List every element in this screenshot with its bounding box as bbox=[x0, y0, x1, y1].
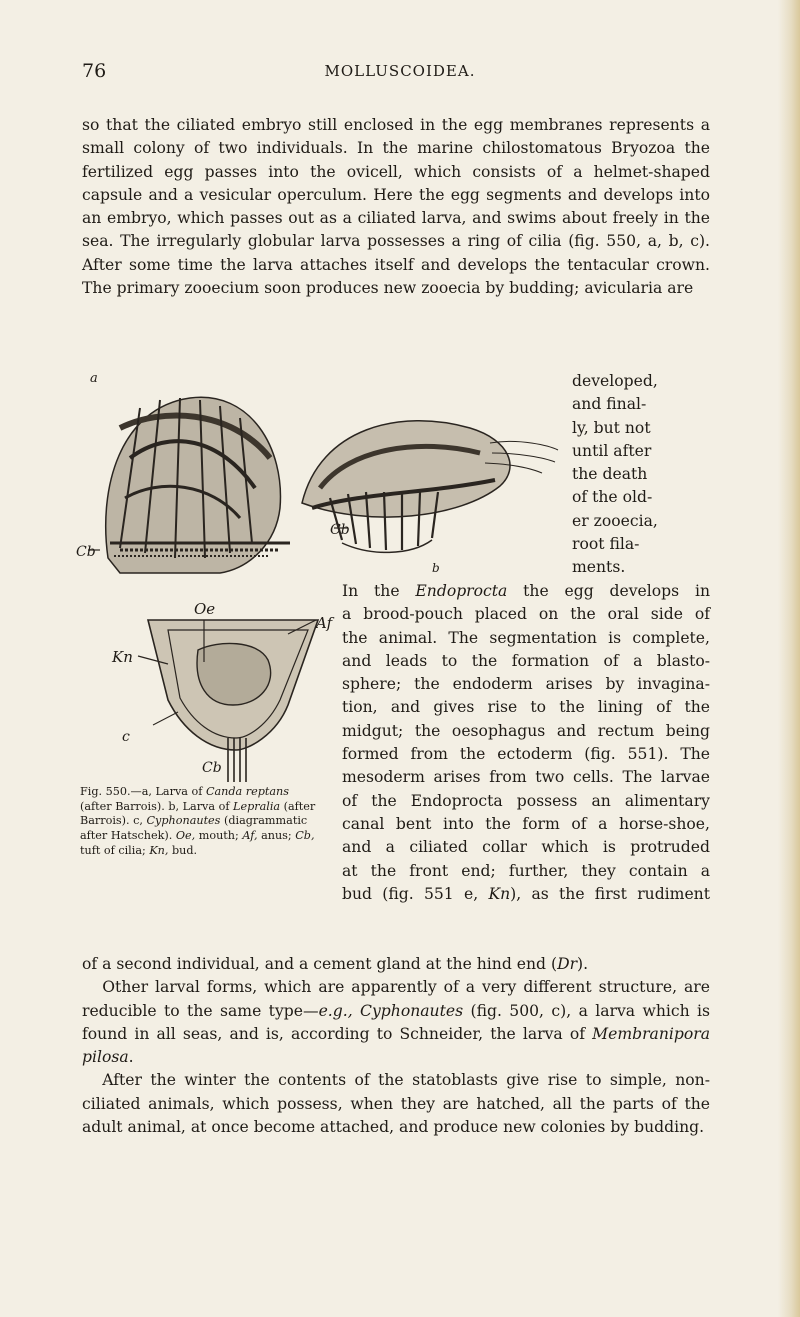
intro-paragraph bbox=[82, 114, 710, 300]
cyphonautes-drawing bbox=[138, 620, 318, 782]
text-line: midgut; the oesophagus and rectum being bbox=[342, 721, 710, 740]
right-column-text bbox=[572, 370, 712, 580]
text-line: the death bbox=[572, 465, 648, 484]
text-line: until after bbox=[572, 441, 652, 460]
text-line: root fila- bbox=[572, 535, 640, 554]
label-af: Af bbox=[316, 614, 333, 632]
running-head: MOLLUSCOIDEA. bbox=[324, 62, 476, 80]
text-line: tion, and gives rise to the lining of the bbox=[342, 698, 710, 717]
text-line: the animal. The segmentation is complete, bbox=[342, 628, 710, 647]
label-cb-b: Cb bbox=[330, 522, 350, 538]
label-a: a bbox=[90, 371, 98, 386]
text-line: a brood-pouch placed on the oral side of bbox=[342, 605, 710, 624]
label-oe: Oe bbox=[194, 600, 216, 618]
closing-paragraphs bbox=[82, 953, 710, 1139]
text-line: developed, bbox=[572, 372, 658, 390]
page-number: 76 bbox=[82, 60, 107, 82]
text-line: In the Endoprocta the egg develops in bbox=[342, 582, 711, 600]
text-line: of the old- bbox=[572, 488, 653, 507]
page-edge-shadow bbox=[778, 0, 800, 1317]
figure-550-ab bbox=[76, 368, 560, 598]
label-cb-a: Cb bbox=[76, 544, 96, 560]
text-line: sphere; the endoderm arises by invagina- bbox=[342, 675, 710, 694]
text-line: and final- bbox=[572, 395, 647, 414]
label-kn: Kn bbox=[112, 648, 133, 666]
middle-column-text bbox=[342, 580, 710, 906]
paragraph-larval-forms: Other larval forms, which are apparently of a very different structure, are reducible to the same type—e.g., Cyphonautes (fig. 500, c), a larva which is found in all seas, and is, according to Schneider, the larva of Membranipora pilosa. bbox=[82, 978, 711, 1067]
larva-a-drawing bbox=[88, 397, 290, 573]
label-cb-c: Cb bbox=[202, 760, 222, 776]
label-c: c bbox=[122, 729, 130, 745]
text-line: of the Endoprocta possess an alimentary bbox=[342, 791, 710, 810]
text-line: ments. bbox=[572, 558, 626, 577]
figure-550-c bbox=[108, 600, 340, 782]
text-line: formed from the ectoderm (fig. 551). The bbox=[342, 745, 710, 764]
label-b: b bbox=[432, 561, 440, 575]
text-line: and leads to the formation of a blasto- bbox=[342, 651, 710, 670]
text-line: and a ciliated collar which is protruded bbox=[342, 838, 710, 857]
text-line: bud (fig. 551 e, Kn), as the first rudiment bbox=[342, 884, 710, 903]
text-line: ly, but not bbox=[572, 418, 651, 437]
page-header bbox=[0, 60, 800, 90]
text-line: mesoderm arises from two cells. The larvae bbox=[342, 768, 710, 787]
text-line: canal bent into the form of a horse-shoe, bbox=[342, 814, 710, 833]
caption-fig: Fig. 550. bbox=[80, 785, 131, 798]
continuation-line: of a second individual, and a cement gland at the hind end (Dr). bbox=[82, 955, 589, 973]
text-line: at the front end; further, they contain a bbox=[342, 861, 710, 880]
text-line: er zooecia, bbox=[572, 511, 658, 530]
paragraph-statoblasts: After the winter the contents of the statoblasts give rise to simple, non-ciliated animals, which possess, when they are hatched, all the parts of the adult animal, at once become attached, and produce new colonies by budding. bbox=[82, 1071, 710, 1137]
figure-caption: Fig. 550.—a, Larva of Canda reptans (after Barrois). b, Larva of Lepralia (after Barrois). c, Cyphonautes (diagrammatic after Hatschek). Oe, mouth; Af, anus; Cb, tuft of cilia; Kn, bud. bbox=[80, 785, 316, 857]
intro-text: so that the ciliated embryo still enclosed in the egg membranes represents a small colony of two individuals. In the marine chilostomatous Bryozoa the fertilized egg passes into the ovicell, which consists of a helmet-shaped capsule and a vesicular operculum. Here the egg segments and develops into an embryo, which passes out as a ciliated larva, and swims about freely in the sea. The irregularly globular larva possesses a ring of cilia (fig. 550, a, b, c). After some time the larva attaches itself and develops the tentacular crown. The primary zooecium soon produces new zooecia by budding; avicularia are bbox=[82, 116, 710, 298]
